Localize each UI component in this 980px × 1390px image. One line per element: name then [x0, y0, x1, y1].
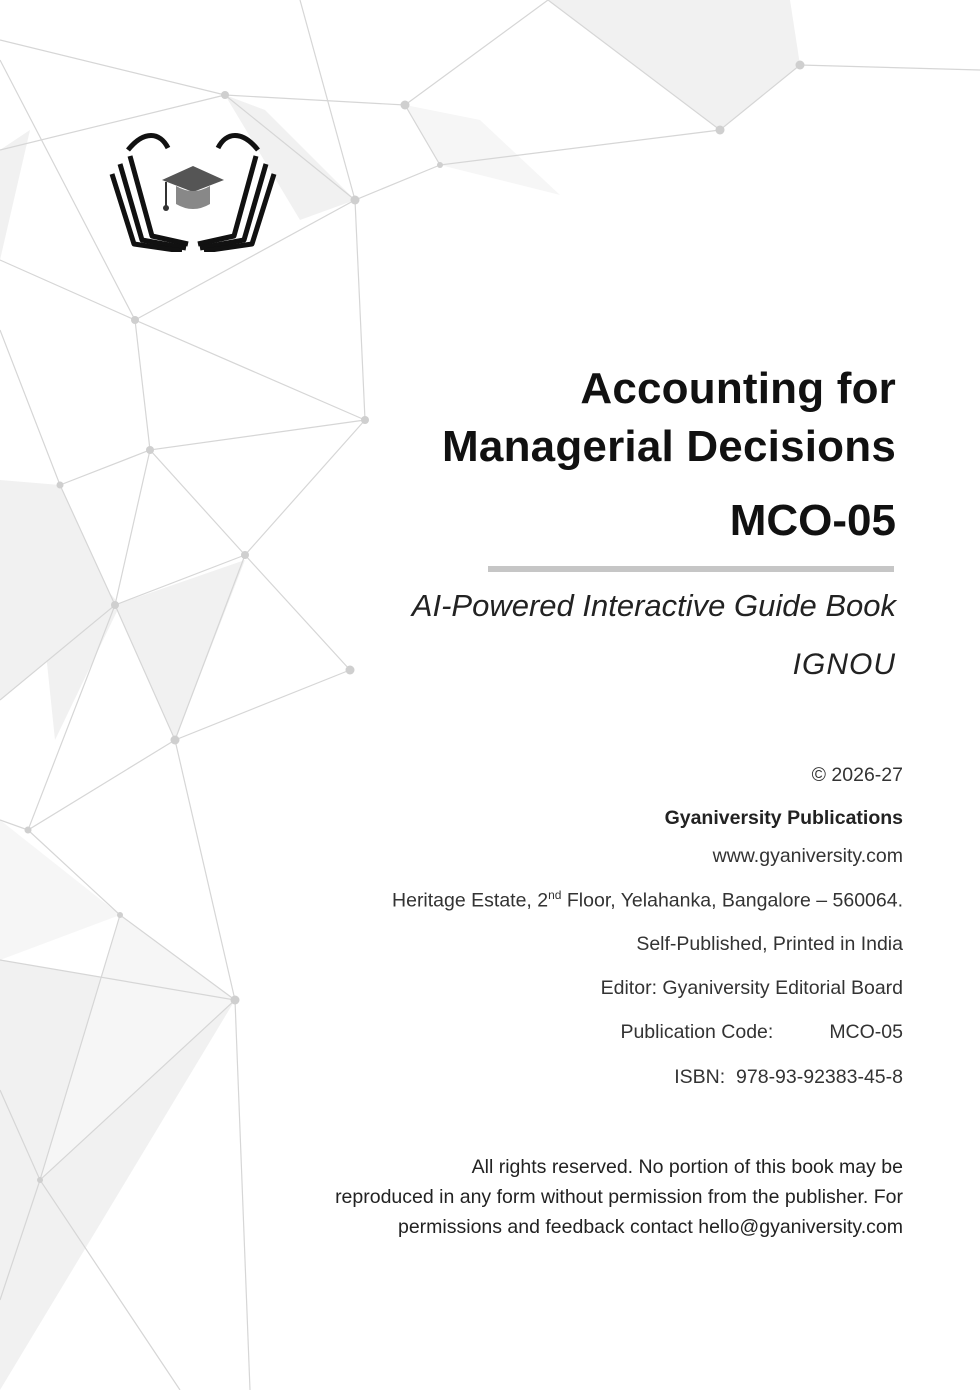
publication-code-value: MCO-05: [829, 1021, 903, 1043]
publisher-name: Gyaniversity Publications: [664, 807, 903, 829]
subtitle: AI-Powered Interactive Guide Book: [411, 588, 896, 623]
address: [392, 888, 903, 913]
address-sup: nd: [548, 888, 562, 902]
isbn-value: 978-93-92383-45-8: [736, 1066, 903, 1088]
copyright: © 2026-27: [811, 764, 903, 786]
editor-info: Editor: Gyaniversity Editorial Board: [600, 977, 903, 999]
address-start: Heritage Estate, 2: [392, 889, 549, 912]
university-name: IGNOU: [792, 648, 896, 681]
publication-code-label: Publication Code:: [620, 1021, 774, 1043]
isbn-label: ISBN:: [674, 1066, 726, 1088]
course-code: MCO-05: [729, 496, 896, 545]
address-end: Floor, Yelahanka, Bangalore – 560064.: [561, 889, 903, 912]
website: www.gyaniversity.com: [712, 845, 903, 867]
rights-notice: [163, 1152, 903, 1242]
open-book-graduation-cap-icon: [108, 128, 278, 252]
rights-line-1: All rights reserved. No portion of this book may be: [471, 1156, 903, 1178]
divider-rule: [488, 566, 894, 572]
title-line-2: Managerial Decisions: [442, 422, 896, 471]
title-line-1: Accounting for: [580, 364, 896, 413]
rights-line-3: permissions and feedback contact hello@gyaniversity.com: [397, 1216, 903, 1238]
rights-line-2: reproduced in any form without permission from the publisher. For: [335, 1186, 903, 1208]
book-title: [256, 360, 896, 476]
isbn: [674, 1066, 903, 1089]
printed-info: Self-Published, Printed in India: [636, 933, 903, 955]
publication-code: [620, 1021, 903, 1044]
